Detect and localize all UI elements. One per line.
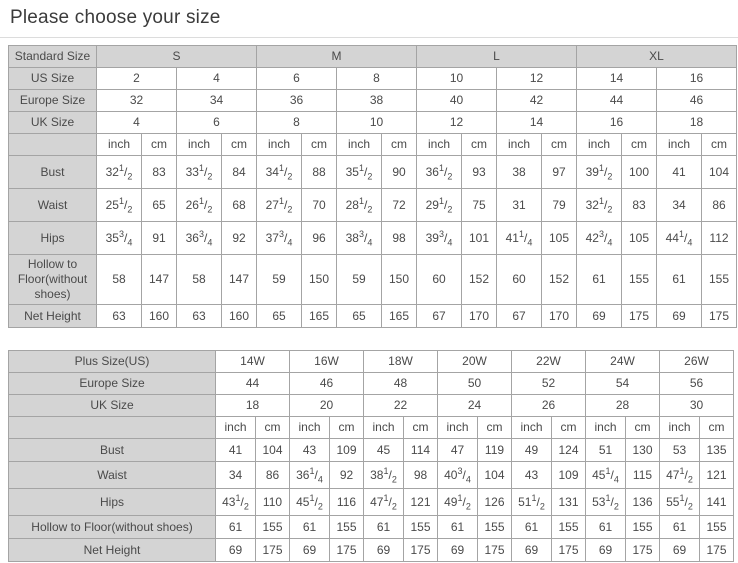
measure-cell: 86	[256, 462, 290, 489]
measure-cell: 175	[256, 539, 290, 562]
row-label: Hollow to Floor(without shoes)	[9, 516, 216, 539]
unit-cell: cm	[622, 134, 657, 156]
row-label: Standard Size	[9, 46, 97, 68]
measure-cell: 45	[364, 439, 404, 462]
unit-cell: cm	[330, 417, 364, 439]
measure-cell: 67	[497, 305, 542, 328]
measure-cell: $37^3/_4$	[257, 222, 302, 255]
measure-row	[9, 489, 734, 516]
measure-cell: $43^1/_2$	[216, 489, 256, 516]
measure-cell: 41	[657, 156, 702, 189]
unit-cell: cm	[462, 134, 497, 156]
measure-cell: 93	[462, 156, 497, 189]
size-cell: 6	[257, 68, 337, 90]
row-label: US Size	[9, 68, 97, 90]
measure-cell: 150	[302, 255, 337, 305]
size-cell: 10	[337, 112, 417, 134]
measure-cell: $25^1/_2$	[97, 189, 142, 222]
size-cell: 22	[364, 395, 438, 417]
measure-cell: 90	[382, 156, 417, 189]
size-group-cell: 24W	[586, 351, 660, 373]
measure-cell: $33^1/_2$	[177, 156, 222, 189]
size-cell: 16	[657, 68, 737, 90]
measure-row	[9, 156, 737, 189]
measure-cell: 98	[404, 462, 438, 489]
measure-cell: 112	[702, 222, 737, 255]
size-cell: 36	[257, 90, 337, 112]
measure-cell: 65	[142, 189, 177, 222]
size-cell: 52	[512, 373, 586, 395]
measure-cell: 105	[622, 222, 657, 255]
unit-cell: cm	[382, 134, 417, 156]
measure-cell: 84	[222, 156, 257, 189]
unit-cell: cm	[302, 134, 337, 156]
measure-cell: 175	[626, 539, 660, 562]
row-label	[9, 417, 216, 439]
measure-cell: $32^1/_2$	[97, 156, 142, 189]
measure-cell: $34^1/_2$	[257, 156, 302, 189]
measure-cell: $29^1/_2$	[417, 189, 462, 222]
measure-cell: 155	[256, 516, 290, 539]
standard-size-table	[8, 45, 737, 328]
unit-cell: inch	[97, 134, 142, 156]
measure-row	[9, 305, 737, 328]
unit-cell: inch	[417, 134, 462, 156]
unit-cell: cm	[700, 417, 734, 439]
measure-cell: 147	[142, 255, 177, 305]
measure-cell: $47^1/_2$	[660, 462, 700, 489]
measure-cell: 59	[257, 255, 302, 305]
unit-cell: cm	[142, 134, 177, 156]
unit-cell: cm	[626, 417, 660, 439]
unit-cell: inch	[177, 134, 222, 156]
row-label: Net Height	[9, 539, 216, 562]
measure-cell: 175	[404, 539, 438, 562]
measure-cell: 69	[290, 539, 330, 562]
measure-row	[9, 462, 734, 489]
size-row	[9, 395, 734, 417]
measure-cell: $27^1/_2$	[257, 189, 302, 222]
measure-cell: 126	[478, 489, 512, 516]
size-group-row	[9, 351, 734, 373]
measure-cell: $45^1/_2$	[290, 489, 330, 516]
row-label: Bust	[9, 439, 216, 462]
unit-cell: cm	[478, 417, 512, 439]
measure-cell: 114	[404, 439, 438, 462]
measure-cell: 60	[417, 255, 462, 305]
size-row	[9, 112, 737, 134]
measure-cell: $28^1/_2$	[337, 189, 382, 222]
measure-cell: 160	[142, 305, 177, 328]
size-cell: 34	[177, 90, 257, 112]
measure-cell: $32^1/_2$	[577, 189, 622, 222]
size-cell: 56	[660, 373, 734, 395]
unit-cell: inch	[438, 417, 478, 439]
measure-cell: 109	[330, 439, 364, 462]
unit-cell: cm	[256, 417, 290, 439]
measure-cell: 83	[142, 156, 177, 189]
measure-cell: 63	[97, 305, 142, 328]
row-label: UK Size	[9, 112, 97, 134]
measure-cell: 155	[700, 516, 734, 539]
measure-cell: 63	[177, 305, 222, 328]
measure-cell: 121	[700, 462, 734, 489]
measure-cell: 135	[700, 439, 734, 462]
size-cell: 24	[438, 395, 512, 417]
measure-cell: 69	[660, 539, 700, 562]
measure-cell: 69	[512, 539, 552, 562]
measure-row	[9, 255, 737, 305]
row-label: Net Height	[9, 305, 97, 328]
measure-cell: 105	[542, 222, 577, 255]
measure-cell: 96	[302, 222, 337, 255]
measure-cell: 61	[216, 516, 256, 539]
measure-cell: 175	[330, 539, 364, 562]
measure-cell: 88	[302, 156, 337, 189]
measure-cell: 115	[626, 462, 660, 489]
size-cell: 44	[216, 373, 290, 395]
measure-cell: 165	[382, 305, 417, 328]
row-label: Hollow to Floor(without shoes)	[9, 255, 97, 305]
row-label: Bust	[9, 156, 97, 189]
measure-cell: $35^3/_4$	[97, 222, 142, 255]
measure-cell: 69	[438, 539, 478, 562]
measure-cell: 98	[382, 222, 417, 255]
size-cell: 8	[337, 68, 417, 90]
size-cell: 32	[97, 90, 177, 112]
measure-cell: $49^1/_2$	[438, 489, 478, 516]
measure-cell: 170	[462, 305, 497, 328]
measure-cell: 92	[222, 222, 257, 255]
size-cell: 28	[586, 395, 660, 417]
measure-cell: $38^3/_4$	[337, 222, 382, 255]
size-group-cell: L	[417, 46, 577, 68]
measure-cell: 155	[622, 255, 657, 305]
measure-cell: 97	[542, 156, 577, 189]
measure-cell: 83	[622, 189, 657, 222]
measure-cell: 175	[478, 539, 512, 562]
measure-cell: 136	[626, 489, 660, 516]
measure-cell: 61	[660, 516, 700, 539]
measure-cell: 41	[216, 439, 256, 462]
measure-cell: $47^1/_2$	[364, 489, 404, 516]
size-cell: 26	[512, 395, 586, 417]
size-cell: 46	[657, 90, 737, 112]
unit-cell: inch	[337, 134, 382, 156]
measure-cell: 131	[552, 489, 586, 516]
measure-cell: $36^3/_4$	[177, 222, 222, 255]
measure-cell: 104	[702, 156, 737, 189]
size-cell: 18	[657, 112, 737, 134]
unit-cell: cm	[552, 417, 586, 439]
measure-cell: 51	[586, 439, 626, 462]
measure-cell: 175	[702, 305, 737, 328]
measure-cell: 34	[216, 462, 256, 489]
measure-cell: 104	[478, 462, 512, 489]
measure-cell: 165	[302, 305, 337, 328]
size-cell: 38	[337, 90, 417, 112]
size-group-cell: 26W	[660, 351, 734, 373]
measure-cell: 170	[542, 305, 577, 328]
size-cell: 10	[417, 68, 497, 90]
measure-row	[9, 539, 734, 562]
size-group-row	[9, 46, 737, 68]
measure-cell: 109	[552, 462, 586, 489]
measure-cell: 104	[256, 439, 290, 462]
measure-cell: 75	[462, 189, 497, 222]
measure-cell: 70	[302, 189, 337, 222]
row-label: Plus Size(US)	[9, 351, 216, 373]
size-group-cell: 14W	[216, 351, 290, 373]
unit-cell: inch	[660, 417, 700, 439]
size-group-cell: 22W	[512, 351, 586, 373]
measure-cell: $39^3/_4$	[417, 222, 462, 255]
measure-cell: 67	[417, 305, 462, 328]
measure-cell: 60	[497, 255, 542, 305]
measure-cell: 141	[700, 489, 734, 516]
measure-cell: 160	[222, 305, 257, 328]
measure-cell: 79	[542, 189, 577, 222]
measure-cell: 69	[586, 539, 626, 562]
measure-cell: $45^1/_4$	[586, 462, 626, 489]
measure-cell: 150	[382, 255, 417, 305]
unit-row	[9, 417, 734, 439]
measure-cell: $35^1/_2$	[337, 156, 382, 189]
measure-cell: 69	[577, 305, 622, 328]
size-group-cell: 16W	[290, 351, 364, 373]
measure-cell: $26^1/_2$	[177, 189, 222, 222]
measure-cell: 175	[552, 539, 586, 562]
unit-cell: inch	[290, 417, 330, 439]
measure-cell: 101	[462, 222, 497, 255]
measure-cell: $51^1/_2$	[512, 489, 552, 516]
measure-cell: 61	[657, 255, 702, 305]
measure-cell: 61	[290, 516, 330, 539]
measure-cell: 155	[404, 516, 438, 539]
measure-cell: $39^1/_2$	[577, 156, 622, 189]
measure-cell: 155	[552, 516, 586, 539]
unit-cell: cm	[222, 134, 257, 156]
measure-row	[9, 189, 737, 222]
measure-cell: 61	[577, 255, 622, 305]
row-label: Europe Size	[9, 90, 97, 112]
size-cell: 18	[216, 395, 290, 417]
size-cell: 8	[257, 112, 337, 134]
measure-cell: 152	[542, 255, 577, 305]
measure-cell: 130	[626, 439, 660, 462]
size-cell: 44	[577, 90, 657, 112]
measure-cell: $42^3/_4$	[577, 222, 622, 255]
measure-cell: 69	[216, 539, 256, 562]
measure-cell: 31	[497, 189, 542, 222]
unit-cell: inch	[657, 134, 702, 156]
measure-cell: 43	[290, 439, 330, 462]
measure-cell: 92	[330, 462, 364, 489]
size-cell: 50	[438, 373, 512, 395]
measure-cell: 116	[330, 489, 364, 516]
size-group-cell: 18W	[364, 351, 438, 373]
measure-row	[9, 439, 734, 462]
measure-cell: $41^1/_4$	[497, 222, 542, 255]
measure-cell: 58	[177, 255, 222, 305]
unit-cell: cm	[542, 134, 577, 156]
size-row	[9, 90, 737, 112]
unit-cell: inch	[257, 134, 302, 156]
measure-cell: $38^1/_2$	[364, 462, 404, 489]
size-group-cell: XL	[577, 46, 737, 68]
measure-cell: 100	[622, 156, 657, 189]
row-label: UK Size	[9, 395, 216, 417]
measure-cell: $36^1/_2$	[417, 156, 462, 189]
measure-cell: $53^1/_2$	[586, 489, 626, 516]
title-divider	[0, 37, 738, 38]
size-cell: 12	[497, 68, 577, 90]
size-cell: 46	[290, 373, 364, 395]
measure-cell: 124	[552, 439, 586, 462]
measure-cell: 68	[222, 189, 257, 222]
row-label: Hips	[9, 489, 216, 516]
measure-cell: 175	[622, 305, 657, 328]
measure-cell: $36^1/_4$	[290, 462, 330, 489]
measure-cell: 34	[657, 189, 702, 222]
size-cell: 40	[417, 90, 497, 112]
measure-row	[9, 516, 734, 539]
unit-cell: cm	[702, 134, 737, 156]
measure-cell: 155	[702, 255, 737, 305]
measure-cell: 152	[462, 255, 497, 305]
unit-cell: inch	[497, 134, 542, 156]
measure-cell: 59	[337, 255, 382, 305]
measure-cell: 61	[512, 516, 552, 539]
measure-cell: 147	[222, 255, 257, 305]
measure-cell: 119	[478, 439, 512, 462]
measure-cell: 43	[512, 462, 552, 489]
size-cell: 14	[497, 112, 577, 134]
size-cell: 16	[577, 112, 657, 134]
size-cell: 20	[290, 395, 364, 417]
unit-cell: inch	[586, 417, 626, 439]
measure-cell: 69	[364, 539, 404, 562]
size-group-cell: S	[97, 46, 257, 68]
size-cell: 4	[177, 68, 257, 90]
measure-cell: 175	[700, 539, 734, 562]
measure-cell: 65	[337, 305, 382, 328]
plus-size-table	[8, 350, 734, 562]
size-row	[9, 68, 737, 90]
size-group-cell: 20W	[438, 351, 512, 373]
size-cell: 6	[177, 112, 257, 134]
row-label	[9, 134, 97, 156]
size-cell: 4	[97, 112, 177, 134]
measure-cell: 38	[497, 156, 542, 189]
size-row	[9, 373, 734, 395]
measure-cell: $40^3/_4$	[438, 462, 478, 489]
measure-cell: $44^1/_4$	[657, 222, 702, 255]
measure-cell: 61	[364, 516, 404, 539]
measure-cell: 86	[702, 189, 737, 222]
measure-cell: 72	[382, 189, 417, 222]
measure-cell: 110	[256, 489, 290, 516]
measure-cell: 121	[404, 489, 438, 516]
row-label: Europe Size	[9, 373, 216, 395]
page-title: Please choose your size	[10, 7, 221, 28]
size-cell: 48	[364, 373, 438, 395]
size-cell: 54	[586, 373, 660, 395]
measure-cell: $55^1/_2$	[660, 489, 700, 516]
size-cell: 14	[577, 68, 657, 90]
unit-cell: cm	[404, 417, 438, 439]
measure-cell: 61	[438, 516, 478, 539]
measure-cell: 155	[330, 516, 364, 539]
measure-cell: 69	[657, 305, 702, 328]
row-label: Waist	[9, 462, 216, 489]
size-group-cell: M	[257, 46, 417, 68]
unit-cell: inch	[577, 134, 622, 156]
measure-cell: 53	[660, 439, 700, 462]
measure-cell: 65	[257, 305, 302, 328]
unit-cell: inch	[364, 417, 404, 439]
measure-cell: 91	[142, 222, 177, 255]
measure-cell: 49	[512, 439, 552, 462]
measure-cell: 61	[586, 516, 626, 539]
row-label: Hips	[9, 222, 97, 255]
measure-cell: 155	[626, 516, 660, 539]
unit-cell: inch	[512, 417, 552, 439]
unit-row	[9, 134, 737, 156]
measure-row	[9, 222, 737, 255]
size-cell: 42	[497, 90, 577, 112]
row-label: Waist	[9, 189, 97, 222]
measure-cell: 47	[438, 439, 478, 462]
measure-cell: 155	[478, 516, 512, 539]
unit-cell: inch	[216, 417, 256, 439]
size-cell: 30	[660, 395, 734, 417]
size-cell: 2	[97, 68, 177, 90]
size-cell: 12	[417, 112, 497, 134]
measure-cell: 58	[97, 255, 142, 305]
